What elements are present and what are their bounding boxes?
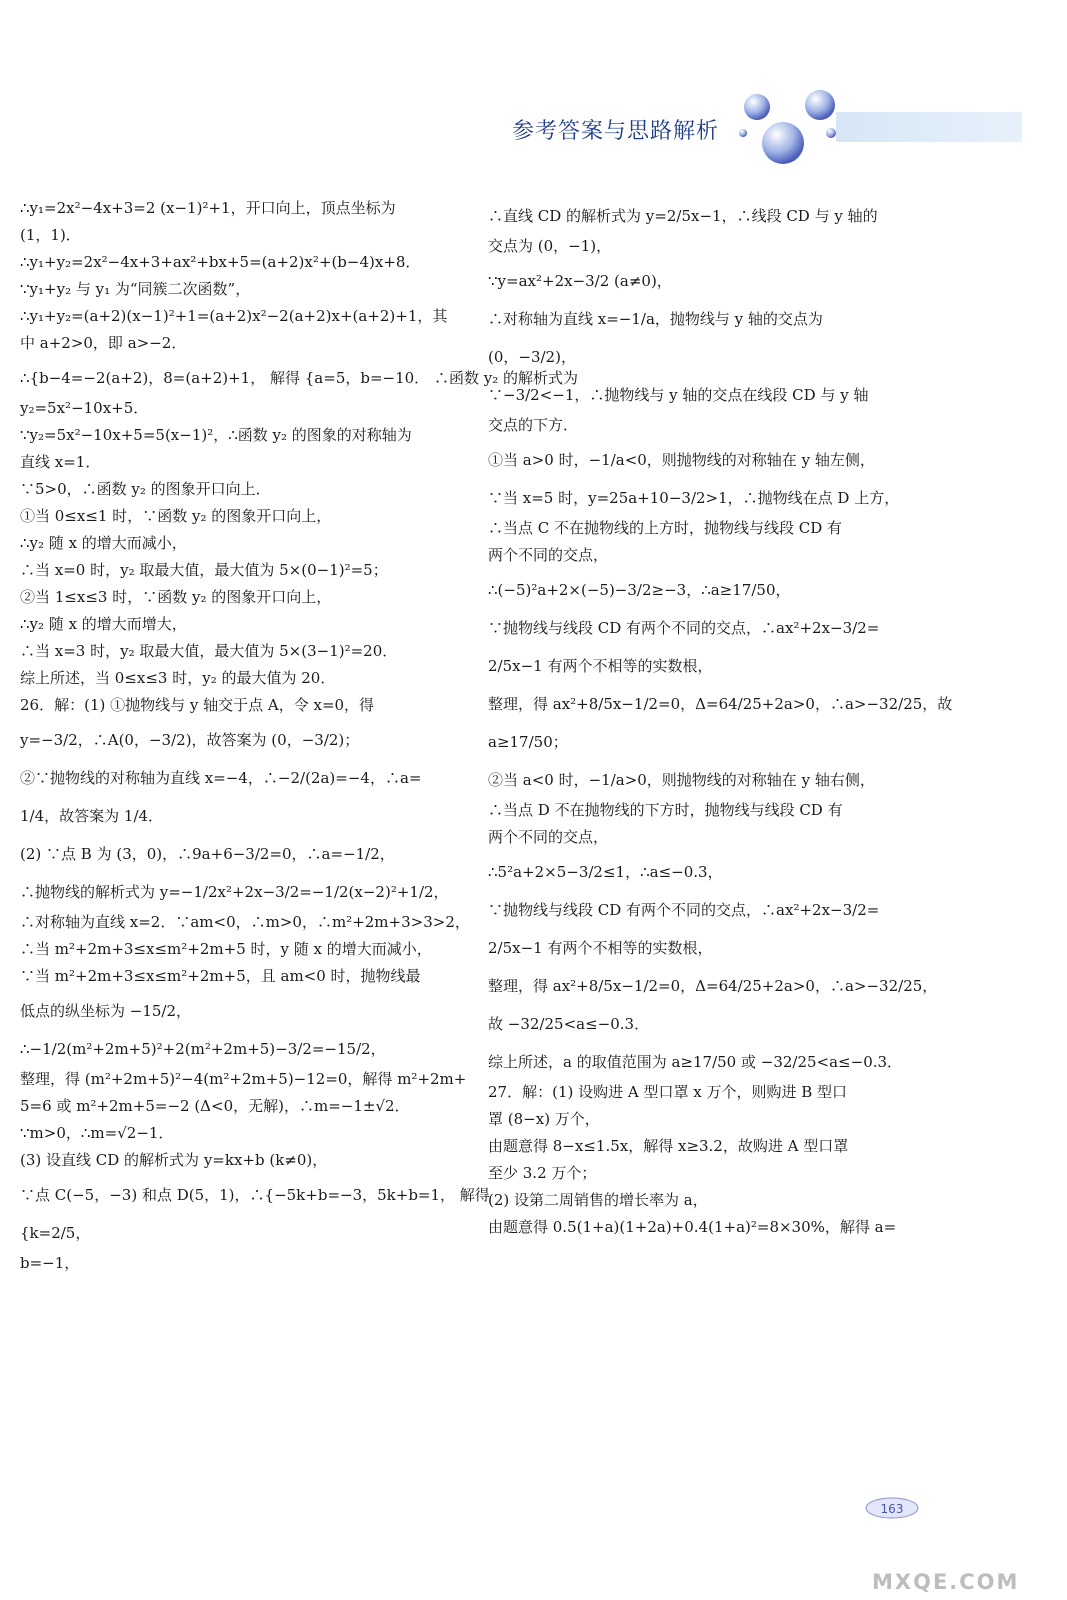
text-line: 直线 x=1．	[20, 453, 101, 471]
text-line: (0，−3/2)，	[488, 348, 576, 366]
text-line: 由题意得 0.5(1+a)(1+2a)+0.4(1+a)²=8×30%，解得 a=	[488, 1218, 897, 1236]
text-line: (1，1)．	[20, 226, 81, 244]
text-line: 中 a+2>0，即 a>−2．	[20, 334, 187, 352]
text-line: 综上所述，当 0≤x≤3 时，y₂ 的最大值为 20．	[20, 669, 336, 687]
text-line: ∴当 m²+2m+3≤x≤m²+2m+5 时，y 随 x 的增大而减小，	[20, 940, 432, 958]
text-line: ∴对称轴为直线 x=2．∵am<0，∴m>0，∴m²+2m+3>3>2，	[20, 913, 470, 931]
text-line: ∴y₂ 随 x 的增大而增大，	[20, 615, 187, 633]
text-line: (2) ∵点 B 为 (3，0)，∴9a+6−3/2=0，∴a=−1/2，	[20, 845, 395, 863]
text-line: ∴5²a+2×5−3/2≤1，∴a≤−0.3，	[488, 863, 723, 881]
text-line: ∴{b−4=−2(a+2)，8=(a+2)+1， 解得 {a=5，b=−10． ∴函数 y₂ 的解析式为	[20, 369, 578, 387]
text-line: 至少 3.2 万个；	[488, 1164, 597, 1182]
text-line: ∵y=ax²+2x−3/2 (a≠0)，	[488, 272, 672, 290]
text-line: 26．解：(1) ①抛物线与 y 轴交于点 A，令 x=0，得	[20, 696, 375, 714]
text-line: ∴y₁+y₂=2x²−4x+3+ax²+bx+5=(a+2)x²+(b−4)x+8．	[20, 253, 421, 271]
text-line: ∵抛物线与线段 CD 有两个不同的交点，∴ax²+2x−3/2=	[488, 901, 880, 919]
text-line: ①当 0≤x≤1 时，∵函数 y₂ 的图象开口向上，	[20, 507, 332, 525]
text-line: 整理，得 ax²+8/5x−1/2=0，Δ=64/25+2a>0，∴a>−32/25，故	[488, 695, 953, 713]
text-line: ∴当 x=0 时，y₂ 取最大值，最大值为 5×(0−1)²=5；	[20, 561, 388, 579]
text-line: {k=2/5，	[20, 1224, 91, 1242]
text-line: ∵抛物线与线段 CD 有两个不同的交点，∴ax²+2x−3/2=	[488, 619, 880, 637]
text-line: 低点的纵坐标为 −15/2，	[20, 1002, 192, 1020]
text-line: ∵5>0，∴函数 y₂ 的图象开口向上．	[20, 480, 271, 498]
text-line: 2/5x−1 有两个不相等的实数根，	[488, 657, 713, 675]
text-line: 交点的下方．	[488, 416, 579, 434]
text-line: 整理，得 (m²+2m+5)²−4(m²+2m+5)−12=0，解得 m²+2m+	[20, 1070, 467, 1088]
text-line: ∴当点 D 不在抛物线的下方时，抛物线与线段 CD 有	[488, 801, 843, 819]
text-line: ∴y₁=2x²−4x+3=2 (x−1)²+1，开口向上，顶点坐标为	[20, 199, 396, 217]
watermark: MXQE.COM	[872, 1570, 1020, 1594]
text-line: 由题意得 8−x≤1.5x，解得 x≥3.2，故购进 A 型口罩	[488, 1137, 849, 1155]
text-line: 1/4，故答案为 1/4．	[20, 807, 164, 825]
text-line: ①当 a>0 时，−1/a<0，则抛物线的对称轴在 y 轴左侧，	[488, 451, 875, 469]
text-line: ∴y₁+y₂=(a+2)(x−1)²+1=(a+2)x²−2(a+2)x+(a+2)+1，其	[20, 307, 448, 325]
text-line: 5=6 或 m²+2m+5=−2 (Δ<0，无解)，∴m=−1±√2．	[20, 1097, 410, 1115]
header-title: 参考答案与思路解析	[512, 119, 720, 144]
text-line: b=−1，	[20, 1254, 80, 1272]
text-line: ∵m>0，∴m=√2−1．	[20, 1124, 174, 1142]
text-line: ∵点 C(−5，−3) 和点 D(5，1)，∴{−5k+b=−3，5k+b=1， 解得	[20, 1186, 490, 1204]
text-line: ∵当 m²+2m+3≤x≤m²+2m+5，且 am<0 时，抛物线最	[20, 967, 421, 985]
text-line: ∵y₁+y₂ 与 y₁ 为“同簇二次函数”，	[20, 280, 251, 298]
text-line: y=−3/2，∴A(0，−3/2)，故答案为 (0，−3/2)；	[20, 731, 360, 749]
text-line: 交点为 (0，−1)，	[488, 237, 612, 255]
text-line: ∴当点 C 不在抛物线的上方时，抛物线与线段 CD 有	[488, 519, 843, 537]
text-line: ∴对称轴为直线 x=−1/a，抛物线与 y 轴的交点为	[488, 310, 823, 328]
text-line: 故 −32/25<a≤−0.3．	[488, 1015, 650, 1033]
text-line: ∵−3/2<−1，∴抛物线与 y 轴的交点在线段 CD 与 y 轴	[488, 386, 869, 404]
text-line: ∴−1/2(m²+2m+5)²+2(m²+2m+5)−3/2=−15/2，	[20, 1040, 386, 1058]
text-line: 综上所述，a 的取值范围为 a≥17/50 或 −32/25<a≤−0.3．	[488, 1053, 903, 1071]
text-line: ∴y₂ 随 x 的增大而减小，	[20, 534, 187, 552]
page-number: 163	[880, 1502, 904, 1516]
text-line: ∵y₂=5x²−10x+5=5(x−1)²，∴函数 y₂ 的图象的对称轴为	[20, 426, 412, 444]
text-line: ②当 a<0 时，−1/a>0，则抛物线的对称轴在 y 轴右侧，	[488, 771, 875, 789]
text-line: a≥17/50；	[488, 733, 568, 751]
text-line: y₂=5x²−10x+5．	[20, 399, 149, 417]
text-line: ②当 1≤x≤3 时，∵函数 y₂ 的图象开口向上，	[20, 588, 332, 606]
text-line: 两个不同的交点，	[488, 546, 609, 564]
text-line: 27．解：(1) 设购进 A 型口罩 x 万个，则购进 B 型口	[488, 1083, 848, 1101]
text-line: ∴当 x=3 时，y₂ 取最大值，最大值为 5×(3−1)²=20．	[20, 642, 398, 660]
text-line: (3) 设直线 CD 的解析式为 y=kx+b (k≠0)，	[20, 1151, 328, 1169]
text-line: ∵当 x=5 时，y=25a+10−3/2>1，∴抛物线在点 D 上方，	[488, 489, 900, 507]
page-badge-logo	[852, 1478, 932, 1528]
text-line: (2) 设第二周销售的增长率为 a，	[488, 1191, 708, 1209]
text-line: 2/5x−1 有两个不相等的实数根，	[488, 939, 713, 957]
text-line: ∴直线 CD 的解析式为 y=2/5x−1，∴线段 CD 与 y 轴的	[488, 207, 878, 225]
bubbles-decoration	[735, 85, 845, 175]
text-line: 罩 (8−x) 万个，	[488, 1110, 600, 1128]
text-line: 整理，得 ax²+8/5x−1/2=0，Δ=64/25+2a>0，∴a>−32/25，	[488, 977, 938, 995]
text-line: ∴抛物线的解析式为 y=−1/2x²+2x−3/2=−1/2(x−2)²+1/2，	[20, 883, 449, 901]
header-band	[836, 112, 1022, 142]
text-line: ②∵抛物线的对称轴为直线 x=−4，∴−2/(2a)=−4，∴a=	[20, 769, 422, 787]
text-line: 两个不同的交点，	[488, 828, 609, 846]
right-column	[488, 200, 953, 1246]
text-line: ∴(−5)²a+2×(−5)−3/2≥−3，∴a≥17/50，	[488, 581, 791, 599]
